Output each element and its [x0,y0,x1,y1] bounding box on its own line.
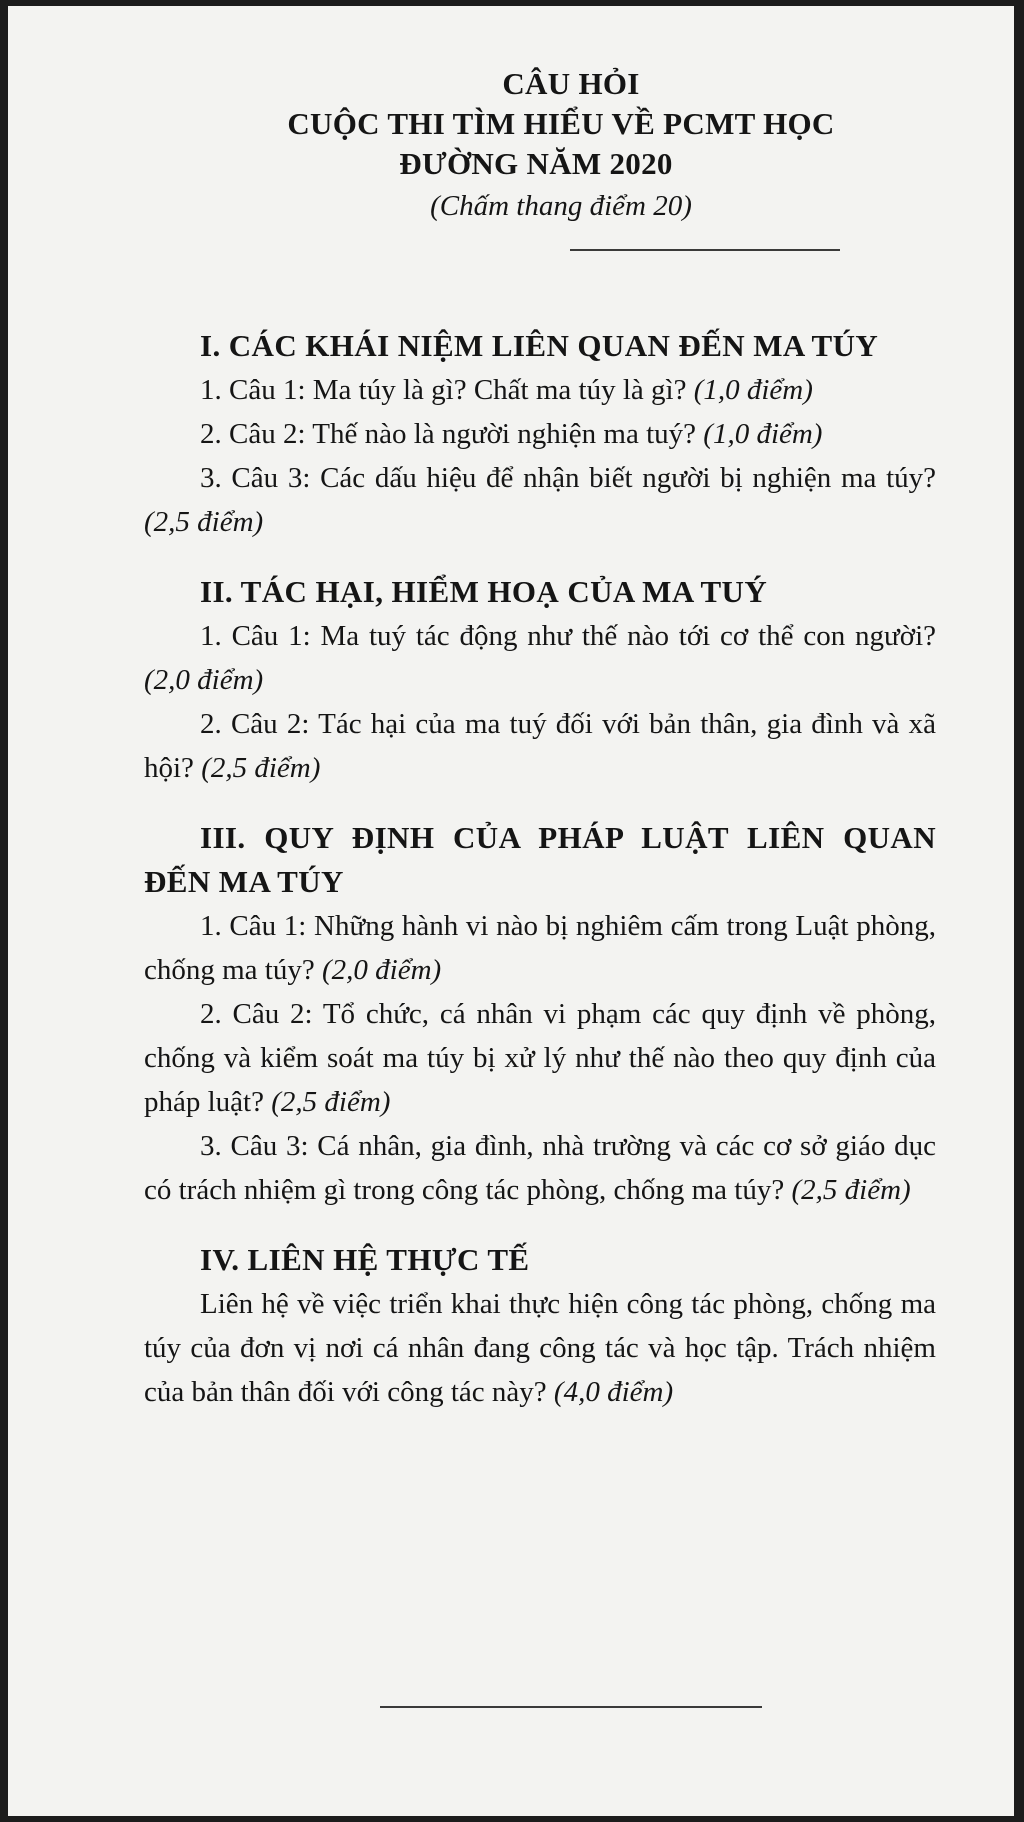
question-points: (4,0 điểm) [553,1376,674,1408]
document-header [8,64,1014,228]
header-subtitle-line2: ĐƯỜNG NĂM 2020 [399,146,673,181]
question-points: (2,0 điểm) [321,954,442,986]
question-text: 2. Câu 2: Tổ chức, cá nhân vi phạm các quy định về phòng, chống và kiểm soát ma túy bị xử lý như thế nào theo quy định của pháp luật? [144,998,936,1118]
scoring-note: (Chấm thang điểm 20) [430,190,692,222]
section-title: III. QUY ĐỊNH CỦA PHÁP LUẬT LIÊN QUAN ĐẾN MA TÚY [144,820,936,899]
section-3 [144,816,936,1212]
header-subtitle-line1: CUỘC THI TÌM HIỂU VỀ PCMT HỌC [287,106,835,141]
question-points: (2,5 điểm) [271,1086,391,1118]
question-3 [144,456,936,544]
question-points: (1,0 điểm) [693,374,813,406]
question-points: (1,0 điểm) [703,418,823,450]
header-divider [570,249,840,251]
question-text: 1. Câu 1: Ma túy là gì? Chất ma túy là gì? [200,374,694,406]
question-text: 3. Câu 3: Các dấu hiệu để nhận biết người bị nghiện ma túy? [200,462,936,494]
question-text: 2. Câu 2: Tác hại của ma tuý đối với bản thân, gia đình và xã hội? [144,708,936,784]
question-text: Liên hệ về việc triển khai thực hiện công tác phòng, chống ma túy của đơn vị nơi cá nhân đang công tác và học tập. Trách nhiệm của bản thân đối với công tác này? [144,1288,936,1408]
section-title: IV. LIÊN HỆ THỰC TẾ [200,1242,530,1277]
section-1 [144,324,936,544]
question-text: 1. Câu 1: Ma tuý tác động như thế nào tới cơ thể con người? [200,620,936,652]
end-divider [380,1706,762,1708]
header-title: CÂU HỎI [502,66,640,101]
question-points: (2,5 điểm) [201,752,321,784]
section-4 [144,1238,936,1414]
question-points: (2,5 điểm) [144,506,264,538]
section-title: I. CÁC KHÁI NIỆM LIÊN QUAN ĐẾN MA TÚY [200,328,879,363]
question-2 [144,992,936,1124]
section-title: II. TÁC HẠI, HIỂM HOẠ CỦA MA TUÝ [200,574,768,609]
question-text: 3. Câu 3: Cá nhân, gia đình, nhà trường và các cơ sở giáo dục có trách nhiệm gì trong công tác phòng, chống ma túy? [144,1130,936,1206]
question-1 [144,614,936,702]
question-1 [144,904,936,992]
section-2 [144,570,936,790]
question-text: 1. Câu 1: Những hành vi nào bị nghiêm cấm trong Luật phòng, chống ma túy? [144,910,936,986]
question-1 [144,1282,936,1414]
question-text: 2. Câu 2: Thế nào là người nghiện ma tuý? [200,418,704,450]
document-page [8,6,1014,1816]
question-2 [144,702,936,790]
question-1 [144,368,936,412]
document-body [144,324,936,1440]
question-points: (2,5 điểm) [791,1174,911,1206]
question-points: (2,0 điểm) [144,664,264,696]
question-2 [144,412,936,456]
question-3 [144,1124,936,1212]
